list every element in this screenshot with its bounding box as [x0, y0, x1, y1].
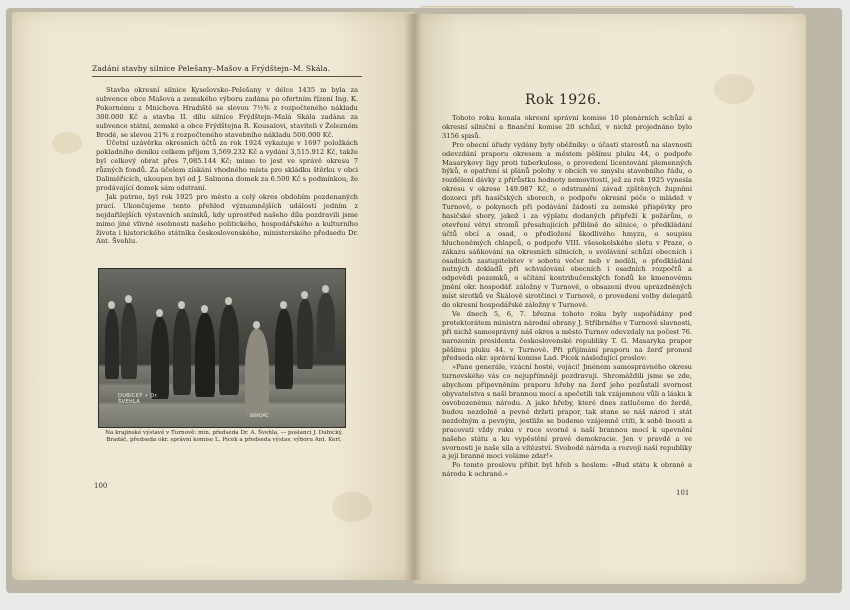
photo-head	[125, 295, 132, 303]
photo-figure	[173, 309, 191, 395]
photo-head	[201, 305, 208, 313]
chapter-title: Rok 1926.	[525, 92, 602, 108]
photo-head	[253, 321, 260, 329]
photo-head	[108, 301, 115, 309]
photo-head	[301, 291, 308, 299]
photo-figure	[297, 299, 313, 369]
photo-figure	[245, 329, 269, 415]
paragraph: Jak patrno, byl rok 1925 pro město a celý okres obdobím pozdenaných prací. Ukončujeme tento přehled významnějších událostí jedním z nejdařilejších výstavních snímků, kdy uprostřed našeho díla pozdravili jsme mimo jiné vlivné osobnosti našeho politického, hospodářského a kulturního života i historického státníka československého, ministerského předsedu Dr. Ant. Švehlu.	[96, 192, 358, 246]
right-page-text	[442, 114, 692, 479]
photo-label: DUBICKÝ • Dr. ŠVEHLA	[118, 393, 159, 405]
photo-figure	[151, 317, 169, 399]
photo-caption: Na krajinské výstavě v Turnově: min. předseda Dr. A. Švehla, — poslanci J. Dubický, Bradáč, předseda okr. správní komise L. Pícek a předseda výstav. výboru Ant. Kerl.	[105, 430, 343, 443]
paragraph: Tohoto roku konala okresní správní komise 10 plenárních schůzí a okresní silniční a finanční komise 20 schůzí, v nichž projednáno bylo 3156 spisů.	[442, 114, 692, 140]
photo-figure	[121, 303, 137, 379]
photo-figure	[275, 309, 293, 389]
photo-head	[322, 285, 329, 293]
left-page-text	[96, 86, 358, 246]
left-page-number: 100	[94, 482, 108, 490]
paragraph: »Pane generále, vzácní hosté, vojáci! Jménem samosprávného okresu turnovského vás co nejupřímněji pozdravuji. Shromáždili jsme se zde, abychom připevněním praporu hřeby na žerď jeho pozůstalí svornost obyvatelstva s naší brannou mocí a spečetili tak vzájemnou vůli a lásku k osvobozenému národu. A jako hřeby, které dnes zatlučeme do žerdě, budou nezdolně a pevně držeti prapor, tak stane se náš národ i stát nezdolným a pevným, jestliže se budeme vzájemně ctíti, k sobě lnouti a pracovati vždy ruku v ruce svorně s naší brannou mocí k upevnění našeho státu a ku vypěstění pravé demokracie. Jen v pravdě a ve svornosti je naše síla a vítězství. Svobodě národa a rozvoji naší republiky a její branné moci voláme zdar!«	[442, 363, 692, 461]
photo-figure	[317, 293, 335, 353]
photo-head	[225, 297, 232, 305]
photo-figure	[219, 305, 239, 395]
foxing-spot	[52, 132, 82, 154]
photo-figure	[105, 309, 119, 379]
photo-figure	[195, 313, 215, 397]
photo-head	[156, 309, 163, 317]
left-page-header: Zadání stavby silnice Pelešany–Mašov a Frýdštejn–M. Skála.	[92, 64, 362, 77]
book-spine	[404, 14, 422, 580]
paragraph: Pro obecní úřady vydány byly oběžníky: o účasti starostů na slavnosti odevzdání praporu okresem a městem pěšímu pluku 44, o podpoře Masarykovy ligy proti tuberkulose, o provedení licentování plemenných býků, o opatření si plánů polohy v obcích ve smyslu stavebního řádu, o rozdělení dávky z přírůstku hodnoty nemovitostí, jež za rok 1925 vynesla okresu v okrese 149.987 Kč, o odstranění závad zjištěných župními dozorci při hasičských sborech, o podpoře okresní péče o mládež v Turnově, o pokynech při podávání žádostí za zemské příspěvky pro hasičské sbory, jakož i za výplatu dodaných přípřeží k požárům, o otevření větví stromů přesahujících přílišně do silnice, o předkládání účtů obcí a osad, o předložení škodlivého hmyzu, o soupisu hluchoněmých chlapců, o podpoře VIII. všesokolského sletu v Praze, o zákazu sáňkování na okresních silnicích, o svolávání schůzí obecních i osadních zastupitelstev v sobotu večer neb v neděli, o předkládání nutných dokladů při schvalování obecních i osadních rozpočtů a odpovědi pozemků, o sčítání kontribučenských fondů ke kmenovému jmění okr. hospodář. záložny v Turnově, o obsazení dvou uprázdněných míst sirotků ve Škálově sirotčinci v Turnově, o provedení volby delegátů do okresní hospodářské záložny v Turnově.	[442, 140, 692, 310]
photo-head	[178, 301, 185, 309]
paragraph: Účetní uzávěrka okresních účtů za rok 1924 vykazuje v 1697 položkách pokladního deníku celkem příjem 3,569.232 Kč a vydání 3,515.912 Kč, takže byl celkový obrat přes 7,085.144 Kč; mimo to jest ve správě okresu 7 různých fondů. Za účelem získání vhodného místa pro skládku štěrku v obci Dalimĕřicích, ukoupen byl od J. Salmona domek za 6.500 Kč s podmínkou, že prodávající domek sám odstraní.	[96, 139, 358, 192]
paragraph: Stavba okresní silnice Kyselovsko–Pelešany v délce 1435 m byla za subvence obce Mašova a zemského výboru zadána po ofertním řízení Ing. K. Pokornému z Mnichova Hradiště se slevou 7½% z rozpočteného nákladu 300.000 Kč a stavba II. dílu silnice Frýdštejn–Malá Skála zadána za subvence státní, zemské a obce Frýdštejna R. Kousalovi, staviteli v Železném Brodě, se slevou 21% z rozpočteného stavebního nákladu 500.000 Kč.	[96, 86, 358, 139]
foxing-spot	[714, 74, 754, 104]
paragraph: Ve dnech 5, 6, 7. března tohoto roku byly uspořádány pod protektorátem ministra národní obrany J. Stříbrného v Turnově slavnosti, při nichž samosprávný náš okres a město Turnov odevzdaly na počest 76. narozenin presidenta československé republiky T. G. Masaryka prapor pěšímu pluku 44. v Turnově. Při přijímání praporu na žerď pronesl předseda okr. správní komise Lad. Pícek následující proslov:	[442, 309, 692, 363]
photo-head	[280, 301, 287, 309]
right-page-number: 101	[676, 489, 690, 497]
paragraph: Po tomto proslovu přibit byl hřeb s heslem: »Bud státu k obraně a národu k ochraně.«	[442, 461, 692, 479]
foxing-spot	[332, 492, 372, 522]
photo-label: BRADÁČ	[250, 414, 269, 419]
